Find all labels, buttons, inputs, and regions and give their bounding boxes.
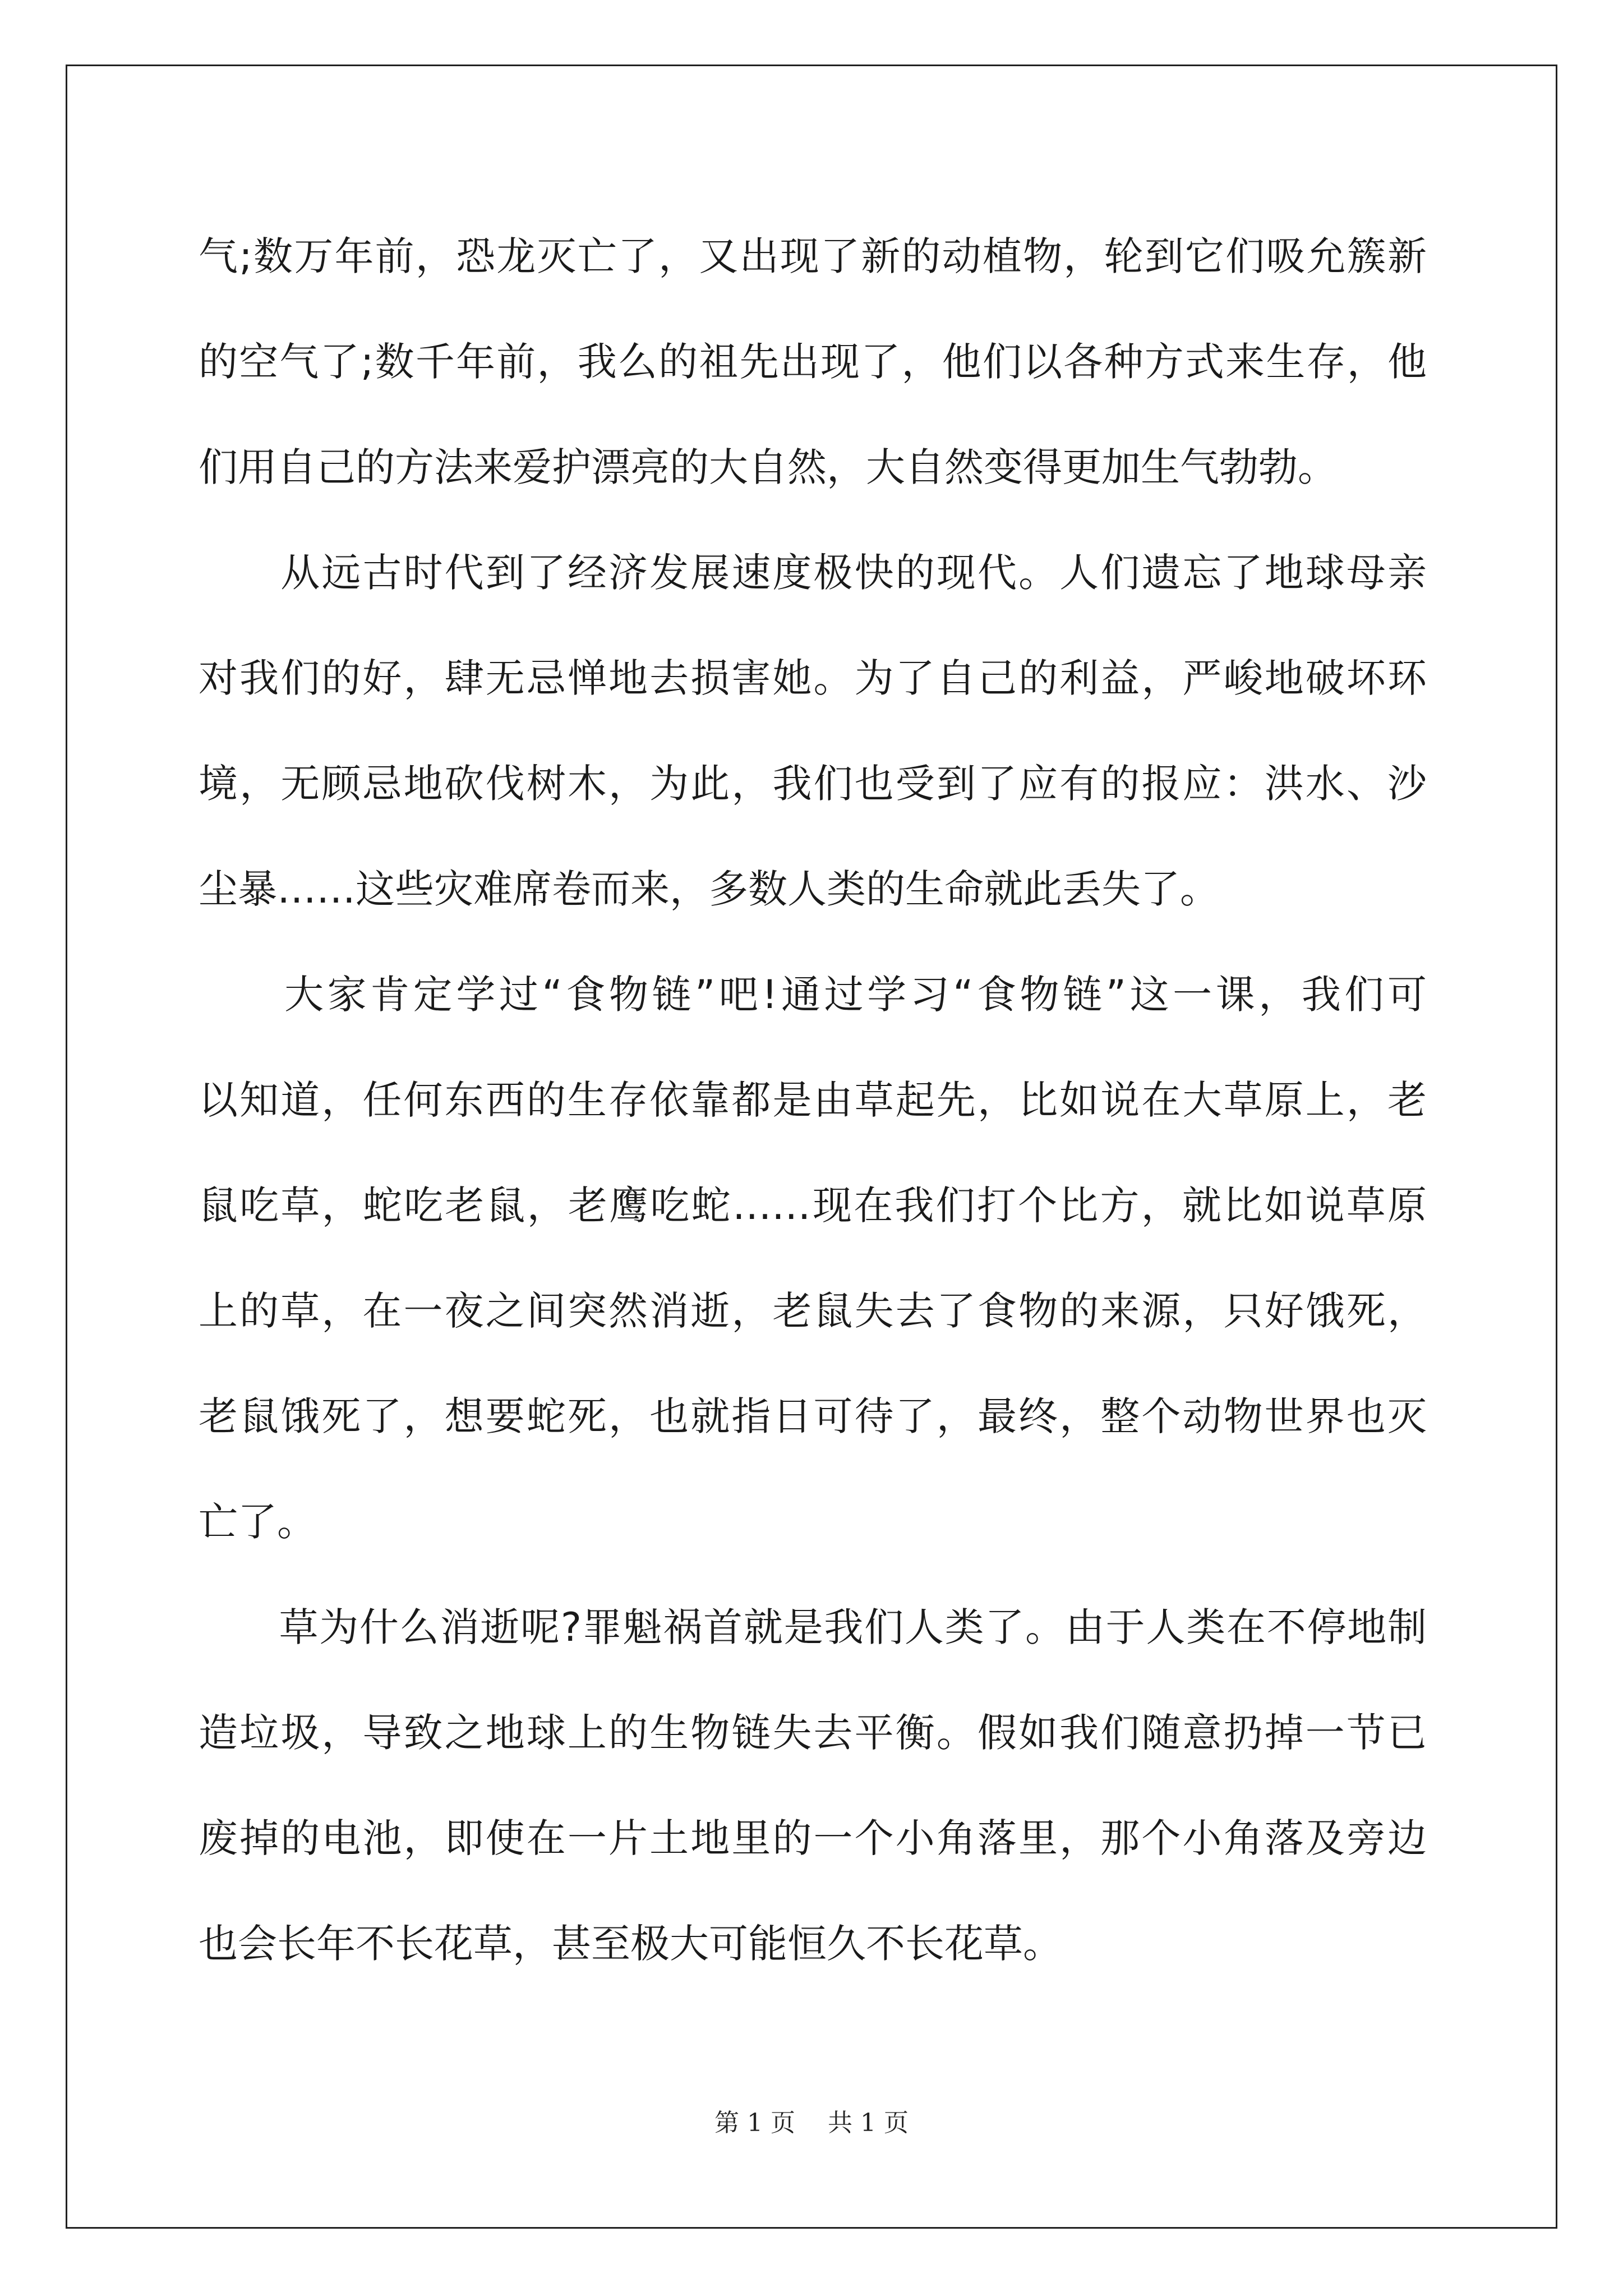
- text-line: 从远古时代到了经济发展速度极快的现代。人们遗忘了地球母亲: [199, 550, 1427, 596]
- text-line: 境，无顾忌地砍伐树木，为此，我们也受到了应有的报应：洪水、沙: [199, 761, 1427, 807]
- text-line: 也会长年不长花草，甚至极大可能恒久不长花草。: [199, 1921, 1062, 1967]
- text-line: 气;数万年前，恐龙灭亡了，又出现了新的动植物，轮到它们吸允簇新: [199, 233, 1427, 279]
- text-line: 对我们的好，肆无忌惮地去损害她。为了自己的利益，严峻地破坏环: [199, 655, 1427, 701]
- text-line: 老鼠饿死了，想要蛇死，也就指日可待了，最终，整个动物世界也灭: [199, 1393, 1427, 1439]
- text-line: 以知道，任何东西的生存依靠都是由草起先，比如说在大草原上，老: [199, 1077, 1427, 1123]
- paragraph-4: [199, 1575, 1427, 1996]
- text-line: 大家肯定学过“食物链”吧!通过学习“食物链”这一课，我们可: [199, 972, 1427, 1018]
- paragraph-1: [199, 204, 1427, 520]
- text-line: 们用自己的方法来爱护漂亮的大自然，大自然变得更加生气勃勃。: [199, 444, 1337, 490]
- text-line: 草为什么消逝呢?罪魁祸首就是我们人类了。由于人类在不停地制: [199, 1604, 1427, 1650]
- text-line: 尘暴……这些灾难席卷而来，多数人类的生命就此丢失了。: [199, 866, 1219, 912]
- document-body: [199, 204, 1427, 1996]
- text-line: 亡了。: [199, 1499, 316, 1545]
- text-line: 鼠吃草，蛇吃老鼠，老鹰吃蛇……现在我们打个比方，就比如说草原: [199, 1182, 1427, 1228]
- paragraph-2: [199, 520, 1427, 942]
- page-footer: 第 1 页 共 1 页: [714, 2109, 909, 2137]
- text-line: 废掉的电池，即使在一片土地里的一个小角落里，那个小角落及旁边: [199, 1815, 1427, 1861]
- text-line: 的空气了;数千年前，我么的祖先出现了，他们以各种方式来生存，他: [199, 339, 1427, 385]
- text-line: 上的草，在一夜之间突然消逝，老鼠失去了食物的来源，只好饿死，: [199, 1288, 1427, 1334]
- text-line: 造垃圾，导致之地球上的生物链失去平衡。假如我们随意扔掉一节已: [199, 1710, 1427, 1756]
- paragraph-3: [199, 942, 1427, 1575]
